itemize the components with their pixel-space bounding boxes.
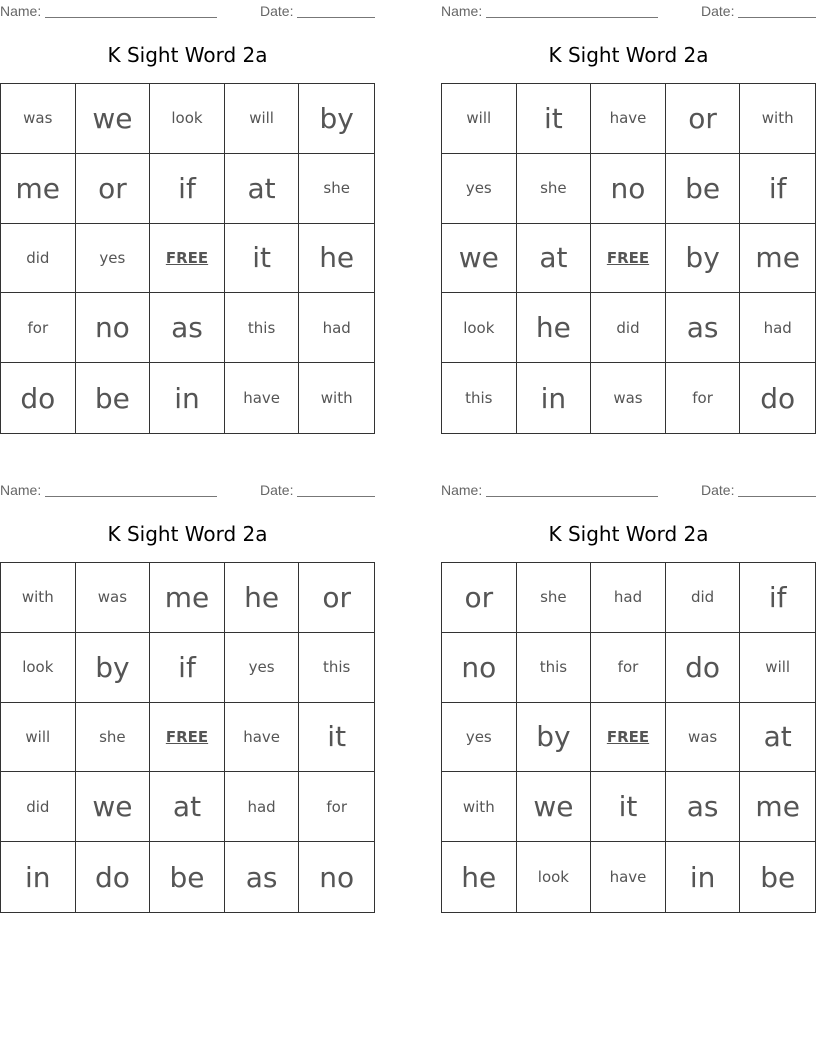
- name-field[interactable]: [486, 496, 658, 497]
- word-cell: me: [150, 563, 225, 633]
- word-cell: for: [1, 293, 76, 363]
- word-cell: this: [299, 633, 374, 703]
- word-cell: by: [517, 703, 592, 773]
- word-cell: in: [150, 363, 225, 433]
- name-field[interactable]: [45, 17, 217, 18]
- date-label: Date:: [701, 3, 735, 19]
- word-cell: look: [442, 293, 517, 363]
- bingo-card-1: [0, 0, 375, 434]
- word-cell: had: [299, 293, 374, 363]
- date-field[interactable]: [738, 17, 816, 18]
- word-cell: be: [150, 842, 225, 912]
- word-cell: if: [150, 154, 225, 224]
- card-title: K Sight Word 2a: [107, 522, 268, 546]
- word-cell: we: [76, 84, 151, 154]
- date-field[interactable]: [738, 496, 816, 497]
- word-cell: or: [666, 84, 741, 154]
- word-cell: was: [1, 84, 76, 154]
- word-cell: no: [319, 860, 355, 894]
- word-cell: do: [76, 842, 151, 912]
- word-cell: for: [299, 772, 374, 842]
- word-cell: she: [299, 154, 374, 224]
- word-cell: me: [740, 224, 815, 294]
- word-cell: was: [591, 363, 666, 433]
- word-cell: no: [76, 293, 151, 363]
- word-cell: in: [1, 842, 76, 912]
- word-cell: he: [225, 563, 300, 633]
- word-cell: did: [1, 224, 76, 294]
- word-cell: by: [299, 84, 374, 154]
- date-label: Date:: [701, 482, 735, 498]
- word-cell: or: [442, 563, 517, 633]
- word-cell: me: [740, 772, 815, 842]
- word-cell: at: [150, 772, 225, 842]
- free-space-cell: FREE: [591, 224, 666, 294]
- word-cell: no: [442, 633, 517, 703]
- word-cell: yes: [442, 703, 517, 773]
- date-field[interactable]: [297, 496, 375, 497]
- word-cell: for: [591, 633, 666, 703]
- word-cell: by: [76, 633, 151, 703]
- word-cell: at: [517, 224, 592, 294]
- word-cell: this: [225, 293, 300, 363]
- name-label: Name:: [0, 3, 42, 19]
- bingo-grid: [0, 562, 375, 913]
- word-cell: it: [299, 703, 374, 773]
- name-label: Name:: [441, 3, 483, 19]
- word-cell: in: [517, 363, 592, 433]
- word-cell: by: [666, 224, 741, 294]
- word-cell: with: [740, 84, 815, 154]
- word-cell: did: [591, 293, 666, 363]
- word-cell: have: [591, 842, 666, 912]
- word-cell: if: [740, 154, 815, 224]
- word-cell: was: [666, 703, 741, 773]
- word-cell: she: [517, 154, 592, 224]
- word-cell: look: [517, 842, 592, 912]
- word-cell: she: [76, 703, 151, 773]
- name-label: Name:: [441, 482, 483, 498]
- word-cell: it: [591, 772, 666, 842]
- word-cell: yes: [225, 633, 300, 703]
- date-label: Date:: [260, 3, 294, 19]
- card-header: [0, 0, 375, 22]
- word-cell: he: [517, 293, 592, 363]
- word-cell: will: [740, 633, 815, 703]
- word-cell: me: [1, 154, 76, 224]
- word-cell: she: [517, 563, 592, 633]
- word-cell: do: [1, 363, 76, 433]
- word-cell: had: [591, 563, 666, 633]
- word-cell: will: [1, 703, 76, 773]
- word-cell: it: [225, 224, 300, 294]
- bingo-card-2: [441, 0, 816, 434]
- date-field[interactable]: [297, 17, 375, 18]
- word-cell: no: [591, 154, 666, 224]
- word-cell: yes: [76, 224, 151, 294]
- word-cell: was: [76, 563, 151, 633]
- card-title: K Sight Word 2a: [548, 43, 709, 67]
- word-cell: if: [150, 633, 225, 703]
- name-label: Name:: [0, 482, 42, 498]
- date-label: Date:: [260, 482, 294, 498]
- word-cell: in: [666, 842, 741, 912]
- bingo-grid: [441, 562, 816, 913]
- card-title: K Sight Word 2a: [107, 43, 268, 67]
- word-cell: had: [225, 772, 300, 842]
- card-header: [441, 479, 816, 501]
- word-cell: will: [225, 84, 300, 154]
- word-cell: we: [442, 224, 517, 294]
- word-cell: at: [225, 154, 300, 224]
- word-cell: this: [442, 363, 517, 433]
- word-cell: be: [76, 363, 151, 433]
- word-cell: this: [517, 633, 592, 703]
- word-cell: with: [320, 389, 353, 408]
- word-cell: had: [740, 293, 815, 363]
- free-space-cell: FREE: [591, 703, 666, 773]
- word-cell: have: [225, 363, 300, 433]
- word-cell: he: [442, 842, 517, 912]
- word-cell: did: [1, 772, 76, 842]
- bingo-card-3: [0, 479, 375, 913]
- word-cell: at: [740, 703, 815, 773]
- word-cell: if: [740, 563, 815, 633]
- word-cell: look: [1, 633, 76, 703]
- bingo-card-4: [441, 479, 816, 913]
- word-cell: be: [666, 154, 741, 224]
- word-cell: we: [76, 772, 151, 842]
- word-cell: as: [666, 293, 741, 363]
- card-title: K Sight Word 2a: [548, 522, 709, 546]
- name-field[interactable]: [45, 496, 217, 497]
- word-cell: with: [1, 563, 76, 633]
- word-cell: with: [442, 772, 517, 842]
- word-cell: or: [299, 563, 374, 633]
- word-cell: as: [225, 842, 300, 912]
- word-cell: we: [517, 772, 592, 842]
- word-cell: have: [591, 84, 666, 154]
- word-cell: do: [666, 633, 741, 703]
- word-cell: look: [150, 84, 225, 154]
- word-cell: as: [150, 293, 225, 363]
- word-cell: did: [666, 563, 741, 633]
- word-cell: it: [517, 84, 592, 154]
- word-cell: will: [442, 84, 517, 154]
- word-cell: he: [299, 224, 374, 294]
- free-space-cell: FREE: [150, 224, 225, 294]
- word-cell: as: [666, 772, 741, 842]
- bingo-grid: [441, 83, 816, 434]
- word-cell: or: [76, 154, 151, 224]
- word-cell: be: [760, 860, 796, 894]
- card-header: [441, 0, 816, 22]
- word-cell: do: [760, 381, 796, 415]
- free-space-cell: FREE: [150, 703, 225, 773]
- card-header: [0, 479, 375, 501]
- word-cell: yes: [442, 154, 517, 224]
- bingo-grid: [0, 83, 375, 434]
- word-cell: have: [225, 703, 300, 773]
- word-cell: for: [666, 363, 741, 433]
- name-field[interactable]: [486, 17, 658, 18]
